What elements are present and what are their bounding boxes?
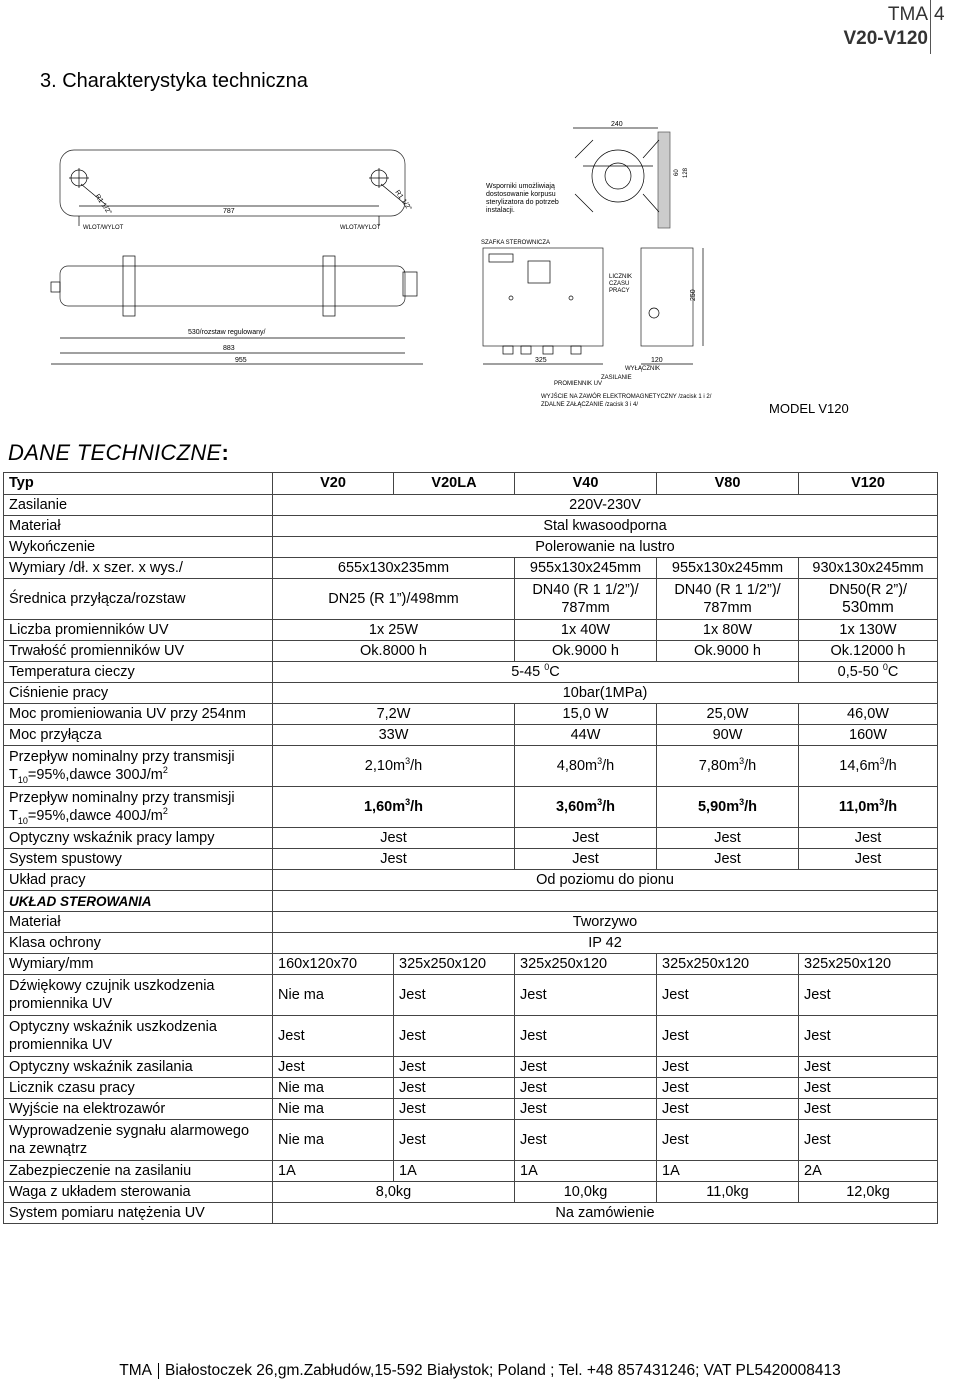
cell-line: 787mm (703, 600, 752, 616)
cell: 10bar(1MPa) (273, 683, 938, 704)
wyjscie-label: WYJŚCIE NA ZAWÓR ELEKTROMAGNETYCZNY /zacisk 1 i 2/ (541, 394, 712, 400)
header-v20: V20 (273, 473, 394, 495)
cell (515, 579, 657, 620)
wsporniki-line-4: instalacji. (486, 207, 515, 214)
cell: Jest (799, 1016, 938, 1057)
row-label: Materiał (4, 912, 273, 933)
table-row (4, 933, 938, 954)
section-label: UKŁAD STEROWANIA (4, 891, 273, 912)
cell: Jest (394, 1120, 515, 1161)
cell: Jest (273, 849, 515, 870)
row-label: Wykończenie (4, 537, 273, 558)
cell: 1A (515, 1161, 657, 1182)
row-label: Wymiary /dł. x szer. x wys./ (4, 558, 273, 579)
row-label-line: $T_{10}=95\%,dawce$ $400J/m^2$ (9, 806, 168, 826)
cell: Jest (515, 1120, 657, 1161)
promiennik-label: PROMIENNIK UV (554, 381, 603, 387)
row-label: Optyczny wskaźnik zasilania (4, 1057, 273, 1078)
cell: 220V-230V (273, 495, 938, 516)
row-label: Trwałość promienników UV (4, 641, 273, 662)
cell: Jest (799, 849, 938, 870)
cell-value: 7,80m (698, 758, 740, 774)
row-label: Układ pracy (4, 870, 273, 891)
table-row (4, 912, 938, 933)
footer-address: Białostoczek 26,gm.Zabłudów,15-592 Białystok; Poland ; Tel. +48 857431246; VAT PL5420008413 (164, 1362, 841, 1379)
row-label: Ciśnienie pracy (4, 683, 273, 704)
row-label: Klasa ochrony (4, 933, 273, 954)
row-label (4, 746, 273, 787)
cell-line: DN40 (R 1 1/2”)/ (532, 582, 639, 598)
licznik-line-1: LICZNIK (609, 274, 633, 280)
cell-value: 2,10m (364, 758, 406, 774)
cell: Jest (799, 1099, 938, 1120)
model-label: MODEL V120 (769, 401, 849, 416)
row-label-line: Przepływ nominalny przy transmisji (9, 790, 235, 806)
cell: 655x130x235mm (273, 558, 515, 579)
dim-128: 128 (683, 167, 689, 178)
row-label: Liczba promienników UV (4, 620, 273, 641)
cell: Jest (394, 1099, 515, 1120)
cell: 160W (799, 725, 938, 746)
licznik-line-2: CZASU (609, 281, 630, 287)
dim-240: 240 (611, 121, 623, 128)
row-label (4, 787, 273, 828)
row-label: Licznik czasu pracy (4, 1078, 273, 1099)
cell: $5,90m^3/h$ (657, 787, 799, 828)
cell: 1x 80W (657, 620, 799, 641)
cell: 325x250x120 (394, 954, 515, 975)
table-row (4, 473, 938, 495)
row-label: System pomiaru natężenia UV (4, 1203, 273, 1224)
dim-883: 883 (223, 345, 235, 352)
row-label: Moc przyłącza (4, 725, 273, 746)
cell (799, 579, 938, 620)
dim-60: 60 (674, 169, 680, 176)
control-box (483, 248, 603, 346)
row-label (4, 1120, 273, 1161)
cell: Jest (799, 1078, 938, 1099)
dim-250: 250 (690, 289, 697, 301)
rozstaw-label: 530/rozstaw regulowany/ (188, 329, 266, 336)
cell: 1A (273, 1161, 394, 1182)
cell: 930x130x245mm (799, 558, 938, 579)
cell: Jest (515, 975, 657, 1016)
cell: 325x250x120 (515, 954, 657, 975)
cell: Jest (657, 1099, 799, 1120)
table-row (4, 1016, 938, 1057)
dim-955: 955 (235, 357, 247, 364)
r-right-label: R1 1/2" (393, 189, 413, 213)
cell: 12,0kg (799, 1182, 938, 1203)
row-label (4, 1016, 273, 1057)
cell: 5-45 $^0$C (273, 662, 799, 683)
row-label: Moc promieniowania UV przy 254nm (4, 704, 273, 725)
cell: $2,10m^3/h$ (273, 746, 515, 787)
header-v20la: V20LA (394, 473, 515, 495)
cell: Jest (394, 1016, 515, 1057)
header-divider (930, 0, 931, 54)
cell: $3,60m^3/h$ (515, 787, 657, 828)
cell: Nie ma (273, 1078, 394, 1099)
side-tube-circle (592, 150, 644, 202)
cell-value: 3,60m (555, 799, 598, 815)
cell: 1x 25W (273, 620, 515, 641)
row-label (4, 975, 273, 1016)
cell-value: 5-45 (511, 663, 541, 680)
technical-drawing (3, 106, 938, 436)
table-row (4, 1161, 938, 1182)
row-label: Optyczny wskaźnik pracy lampy (4, 828, 273, 849)
table-row (4, 849, 938, 870)
cell: 44W (515, 725, 657, 746)
table-row (4, 579, 938, 620)
row-label-line: Optyczny wskaźnik uszkodzenia (9, 1019, 217, 1035)
page-header (0, 0, 960, 60)
row-label: Waga z układem sterowania (4, 1182, 273, 1203)
cell: 10,0kg (515, 1182, 657, 1203)
table-row (4, 537, 938, 558)
cell (657, 579, 799, 620)
cell: Nie ma (273, 975, 394, 1016)
row-label-line: Wyprowadzenie sygnału alarmowego (9, 1123, 250, 1139)
page-footer (0, 1362, 960, 1380)
table-row (4, 975, 938, 1016)
section-title: 3. Charakterystyka techniczna (40, 70, 308, 92)
cell: Jest (799, 975, 938, 1016)
cell: 1x 130W (799, 620, 938, 641)
cell-value: 1,60m (363, 799, 406, 815)
licznik-line-3: PRACY (609, 288, 630, 294)
table-row (4, 641, 938, 662)
front-tube (60, 266, 405, 306)
wlot-left: WLOT/WYLOT (83, 225, 124, 231)
cell: Jest (657, 1120, 799, 1161)
cell: 160x120x70 (273, 954, 394, 975)
cell: Jest (273, 1057, 394, 1078)
row-label-text: =95%,dawce 300J/m (27, 767, 163, 783)
cell: DN25 (R 1”)/498mm (273, 579, 515, 620)
cell: 955x130x245mm (515, 558, 657, 579)
cell-value: 4,80m (556, 758, 598, 774)
cell-value: 14,6m (839, 758, 880, 774)
cell: Ok.8000 h (273, 641, 515, 662)
row-label: Wyjście na elektrozawór (4, 1099, 273, 1120)
zasilanie-label: ZASILANIE (601, 375, 632, 381)
row-label-line: Przepływ nominalny przy transmisji (9, 749, 235, 765)
cell: Jest (799, 828, 938, 849)
cell: Jest (394, 1057, 515, 1078)
table-row (4, 662, 938, 683)
cell: Jest (515, 849, 657, 870)
table-row (4, 558, 938, 579)
cell: Jest (515, 1057, 657, 1078)
cell: Tworzywo (273, 912, 938, 933)
cell (273, 891, 938, 912)
wall (658, 132, 670, 228)
table-row (4, 683, 938, 704)
row-label: Zasilanie (4, 495, 273, 516)
cell: Jest (515, 1016, 657, 1057)
cell-line: 530mm (842, 599, 894, 616)
table-row (4, 870, 938, 891)
header-model: V20-V120 (843, 28, 928, 49)
cell: Jest (657, 1078, 799, 1099)
cell: Ok.12000 h (799, 641, 938, 662)
cell: 33W (273, 725, 515, 746)
table-row (4, 1203, 938, 1224)
cell: 46,0W (799, 704, 938, 725)
table-row (4, 828, 938, 849)
wsporniki-line-3: sterylizatora do potrzeb (486, 199, 559, 206)
cell: 1A (394, 1161, 515, 1182)
cell: 0,5-50 $^0$C (799, 662, 938, 683)
cell: Jest (394, 1078, 515, 1099)
table-row (4, 891, 938, 912)
header-typ: Typ (4, 473, 273, 495)
table-row (4, 787, 938, 828)
wsporniki-line-2: dostosowanie korpusu (486, 191, 556, 198)
cell: 325x250x120 (799, 954, 938, 975)
cell-value: 11,0m (838, 799, 880, 815)
side-box (641, 248, 693, 346)
cell: Ok.9000 h (515, 641, 657, 662)
cell: Jest (799, 1057, 938, 1078)
row-label: System spustowy (4, 849, 273, 870)
cell: Stal kwasoodporna (273, 516, 938, 537)
table-row (4, 1182, 938, 1203)
cell: Jest (657, 828, 799, 849)
cell: Od poziomu do pionu (273, 870, 938, 891)
cell: Nie ma (273, 1120, 394, 1161)
cell-value: 0,5-50 (837, 663, 879, 680)
cell: 25,0W (657, 704, 799, 725)
r-left-label: R1 1/2" (93, 193, 113, 217)
cell: Nie ma (273, 1099, 394, 1120)
table-row (4, 704, 938, 725)
svg-text:Wsporniki umożliwiają dost (486, 183, 561, 214)
dim-325: 325 (535, 357, 547, 364)
cell: 955x130x245mm (657, 558, 799, 579)
row-label-line: na zewnątrz (9, 1141, 88, 1157)
table-row (4, 516, 938, 537)
dane-title: DANE TECHNICZNE: (8, 440, 230, 465)
cell: Jest (394, 975, 515, 1016)
page-number: 4 (934, 4, 945, 25)
cell: 1x 40W (515, 620, 657, 641)
row-label-line: Dźwiękowy czujnik uszkodzenia (9, 978, 215, 994)
cell: Jest (799, 1120, 938, 1161)
dim-120: 120 (651, 357, 663, 364)
table-row (4, 746, 938, 787)
cell: 1A (657, 1161, 799, 1182)
wlot-right: WLOT/WYLOT (340, 225, 381, 231)
cell: 90W (657, 725, 799, 746)
cell: IP 42 (273, 933, 938, 954)
table-row (4, 1099, 938, 1120)
header-v80: V80 (657, 473, 799, 495)
cell-line: DN50(R 2”)/ (828, 582, 908, 598)
cell: $7,80m^3/h$ (657, 746, 799, 787)
row-label-line: $T_{10}=95\%,dawce$ $300J/m^2$ (9, 765, 168, 785)
szafka-label: SZAFKA STEROWNICZA (481, 240, 551, 246)
cell: Ok.9000 h (657, 641, 799, 662)
wylacznik-label: WYŁĄCZNIK (625, 366, 661, 372)
cell-line: 787mm (561, 600, 610, 616)
table-row (4, 620, 938, 641)
header-v120: V120 (799, 473, 938, 495)
cell: Jest (515, 828, 657, 849)
cell: Jest (273, 1016, 394, 1057)
header-v40: V40 (515, 473, 657, 495)
cell: 7,2W (273, 704, 515, 725)
table-row (4, 1078, 938, 1099)
cell: Jest (657, 849, 799, 870)
cell: Jest (657, 1016, 799, 1057)
cell: Jest (515, 1099, 657, 1120)
footer-separator (158, 1363, 159, 1379)
cell: 325x250x120 (657, 954, 799, 975)
row-label: Średnica przyłącza/rozstaw (4, 579, 273, 620)
row-label: Temperatura cieczy (4, 662, 273, 683)
wsporniki-line-1: Wsporniki umożliwiają (486, 183, 555, 190)
cell-line: DN40 (R 1 1/2”)/ (674, 582, 781, 598)
cell: 11,0kg (657, 1182, 799, 1203)
svg-text:LICZNIK CZASU PRACY (609, 274, 634, 294)
header-company: TMA (887, 4, 928, 25)
table-row (4, 495, 938, 516)
cell: $4,80m^3/h$ (515, 746, 657, 787)
cell: Jest (657, 975, 799, 1016)
table-row (4, 1120, 938, 1161)
row-label: Zabezpieczenie na zasilaniu (4, 1161, 273, 1182)
table-row (4, 954, 938, 975)
cell-value: 5,90m (697, 799, 740, 815)
table-row (4, 725, 938, 746)
cell: 15,0 W (515, 704, 657, 725)
cell: $11,0m^3/h$ (799, 787, 938, 828)
cell: Jest (515, 1078, 657, 1099)
row-label: Wymiary/mm (4, 954, 273, 975)
cell: Na zamówienie (273, 1203, 938, 1224)
dane-title-text: DANE TECHNICZNE (8, 440, 222, 465)
cell: Jest (273, 828, 515, 849)
cell: 2A (799, 1161, 938, 1182)
zdalne-label: ZDALNE ZAŁĄCZANIE /zacisk 3 i 4/ (541, 402, 639, 408)
footer-company: TMA (119, 1362, 152, 1379)
table-row (4, 1057, 938, 1078)
spec-table (3, 472, 938, 1224)
cell: Jest (657, 1057, 799, 1078)
row-label-line: promiennika UV (9, 996, 113, 1012)
cell: Polerowanie na lustro (273, 537, 938, 558)
cell: $14,6m^3/h$ (799, 746, 938, 787)
row-label-line: promiennika UV (9, 1037, 113, 1053)
row-label: Materiał (4, 516, 273, 537)
cell: $1,60m^3/h$ (273, 787, 515, 828)
dim-787: 787 (223, 208, 235, 215)
row-label-text: =95%,dawce 400J/m (27, 808, 163, 824)
cell: 8,0kg (273, 1182, 515, 1203)
